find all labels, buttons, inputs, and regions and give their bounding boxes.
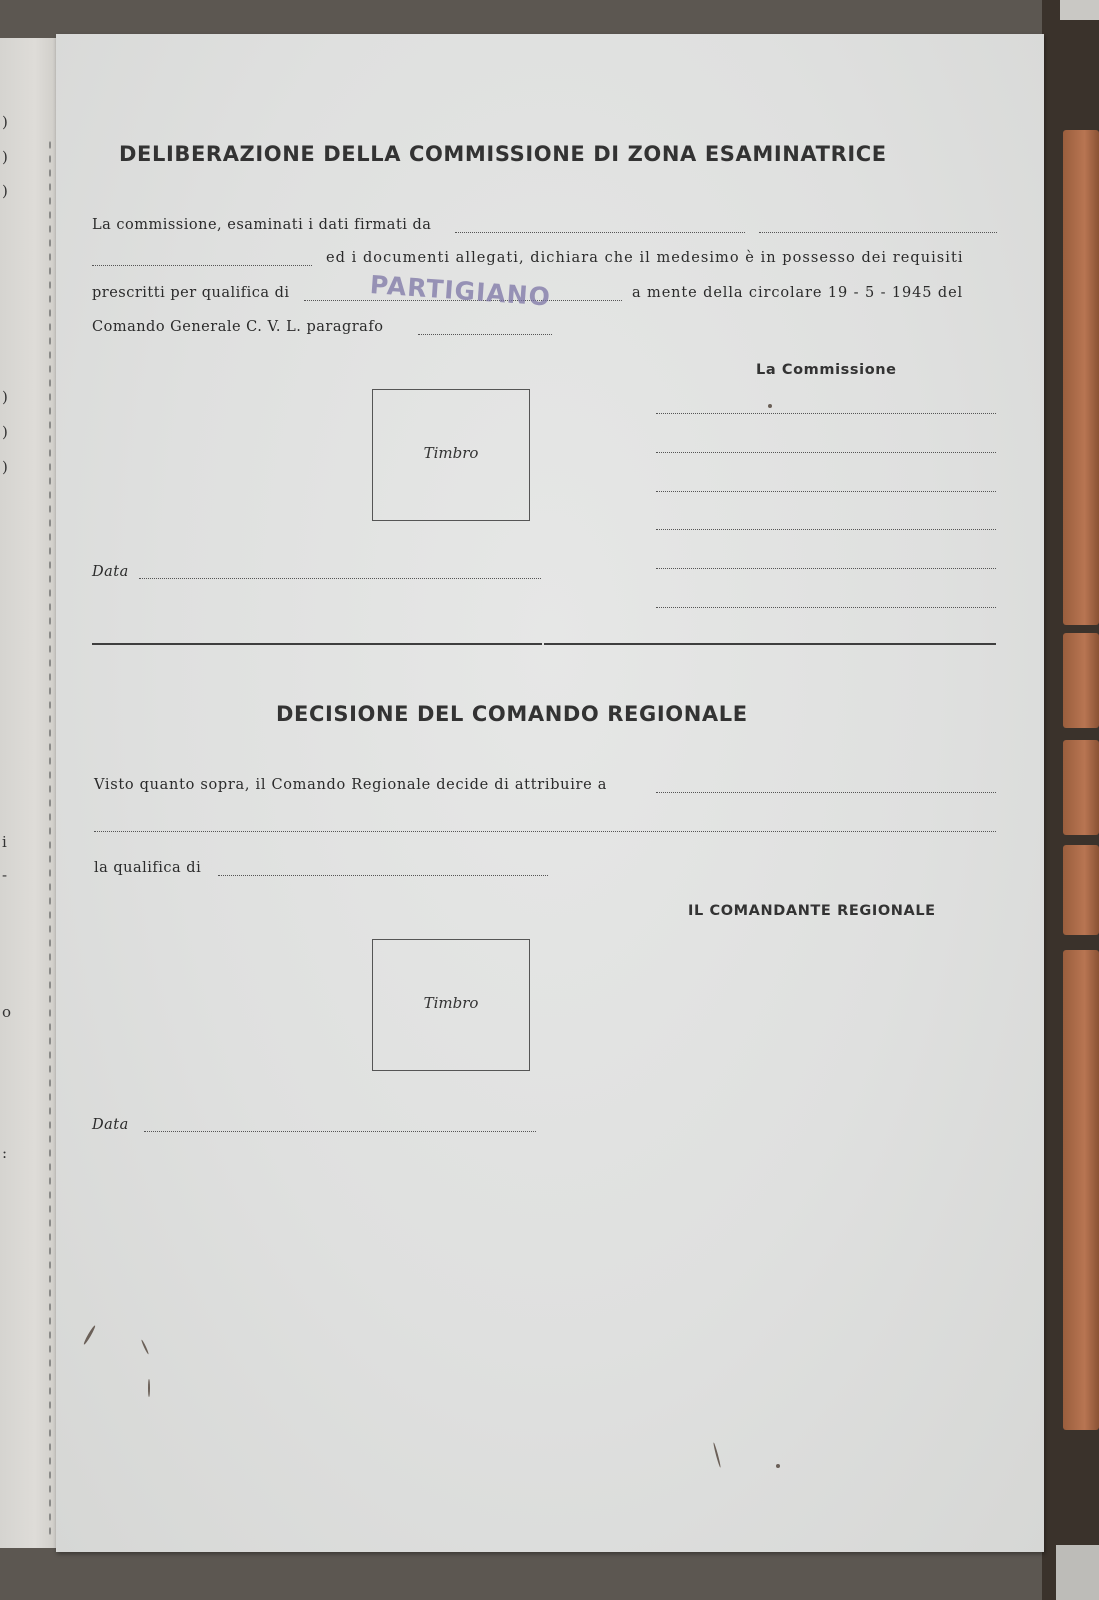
- comandante-signatory-label: IL COMANDANTE REGIONALE: [688, 903, 936, 919]
- paper-blemish: [768, 404, 772, 408]
- signature-line[interactable]: [656, 568, 996, 569]
- binder-edge-bottom: [1056, 1545, 1099, 1600]
- partigiano-rubber-stamp: PARTIGIANO: [368, 270, 552, 312]
- data-label: Data: [92, 564, 129, 580]
- adjacent-page-fragment: ): [2, 388, 8, 406]
- fill-line-firmati-da[interactable]: [455, 232, 745, 233]
- paper-blemish: [776, 1464, 780, 1468]
- paper-blemish: [83, 1325, 97, 1346]
- adjacent-page-fragment: o: [2, 1003, 12, 1021]
- fill-line-data-2[interactable]: [144, 1131, 536, 1132]
- deliberazione-line-1: La commissione, esaminati i dati firmati da: [92, 217, 432, 233]
- signature-line[interactable]: [656, 452, 996, 453]
- adjacent-page-fragment: ): [2, 423, 8, 441]
- signature-line[interactable]: [656, 413, 996, 414]
- signature-line[interactable]: [656, 491, 996, 492]
- timbro-label: Timbro: [423, 444, 479, 462]
- deliberazione-line-4: Comando Generale C. V. L. paragrafo: [92, 319, 384, 335]
- binder-tab: [1063, 950, 1099, 1430]
- adjacent-page-fragment: :: [2, 1144, 8, 1162]
- paper-blemish: [148, 1379, 150, 1397]
- paper-blemish: [713, 1442, 722, 1468]
- adjacent-page: [0, 38, 58, 1548]
- binder-edge-top: [1060, 0, 1099, 20]
- paper-blemish: [141, 1339, 150, 1354]
- deliberazione-line-3a: prescritti per qualifica di: [92, 285, 290, 301]
- fill-line-attribuire[interactable]: [656, 792, 996, 793]
- binder-tab: [1063, 740, 1099, 835]
- adjacent-page-fragment: -: [2, 866, 8, 884]
- signature-line[interactable]: [656, 607, 996, 608]
- section-divider: [92, 643, 542, 645]
- decisione-line-2: la qualifica di: [94, 860, 202, 876]
- timbro-label: Timbro: [423, 994, 479, 1012]
- deliberazione-line-3b: a mente della circolare 19 - 5 - 1945 del: [632, 285, 964, 301]
- timbro-box: [372, 939, 530, 1071]
- adjacent-page-fragment: ): [2, 113, 8, 131]
- deliberazione-title: DELIBERAZIONE DELLA COMMISSIONE DI ZONA ESAMINATRICE: [119, 142, 887, 166]
- binder-tab: [1063, 845, 1099, 935]
- fill-line-attribuire-2[interactable]: [94, 831, 996, 832]
- fill-line-paragrafo[interactable]: [418, 334, 552, 335]
- fill-line-qualifica-2[interactable]: [218, 875, 548, 876]
- signature-line[interactable]: [656, 529, 996, 530]
- timbro-box: [372, 389, 530, 521]
- binder-tab: [1063, 130, 1099, 625]
- adjacent-page-fragment: ): [2, 148, 8, 166]
- decisione-line-1: Visto quanto sopra, il Comando Regionale decide di attribuire a: [94, 777, 608, 793]
- data-label: Data: [92, 1117, 129, 1133]
- section-divider: [544, 643, 996, 645]
- binder-tab: [1063, 633, 1099, 728]
- adjacent-page-fragment: ): [2, 458, 8, 476]
- fill-line-firmati-da-2[interactable]: [759, 232, 997, 233]
- fill-line-name[interactable]: [92, 265, 312, 266]
- deliberazione-line-2: ed i documenti allegati, dichiara che il medesimo è in possesso dei requisiti: [326, 250, 964, 266]
- fill-line-data[interactable]: [139, 578, 541, 579]
- adjacent-page-perforation: [48, 138, 52, 1538]
- form-sheet: [56, 34, 1044, 1552]
- adjacent-page-fragment: i: [2, 833, 7, 851]
- adjacent-page-fragment: ): [2, 182, 8, 200]
- commissione-signatory-label: La Commissione: [756, 362, 897, 378]
- decisione-title: DECISIONE DEL COMANDO REGIONALE: [276, 702, 748, 726]
